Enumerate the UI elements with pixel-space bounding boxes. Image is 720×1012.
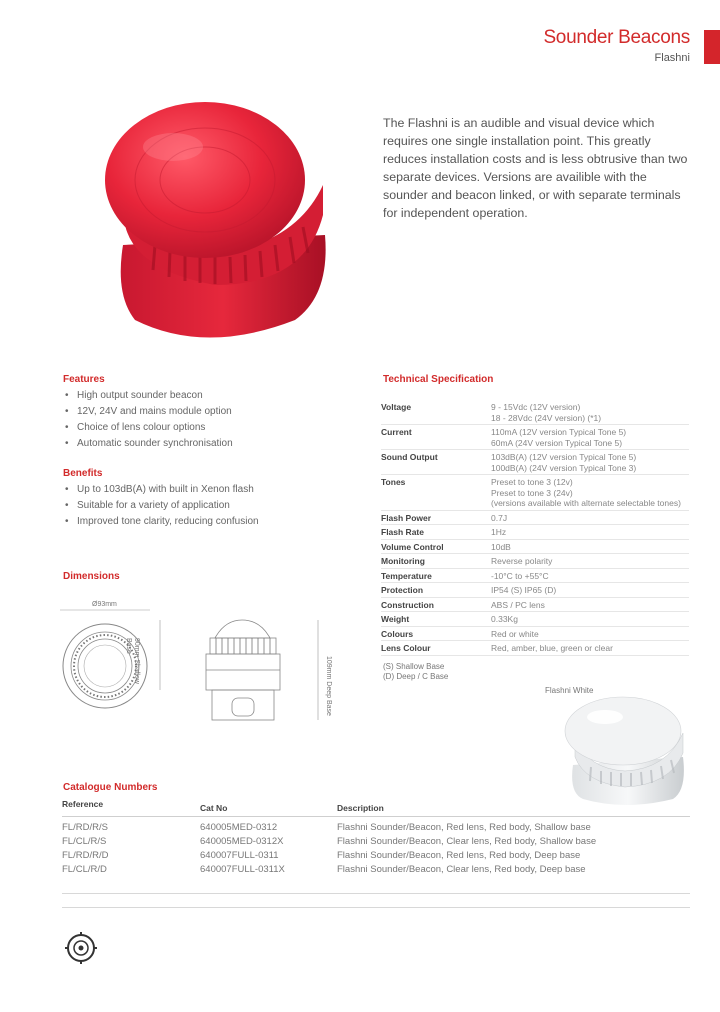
page-title: Sounder Beacons	[543, 27, 690, 48]
divider	[62, 907, 690, 908]
table-cell: 640005MED-0312X	[200, 836, 284, 847]
table-cell: Flashni Sounder/Beacon, Red lens, Red body, Shallow base	[337, 822, 591, 833]
spec-label: Temperature	[381, 570, 432, 581]
spec-heading: Technical Specification	[383, 374, 494, 385]
benefits-heading: Benefits	[63, 468, 103, 479]
page-subtitle: Flashni	[654, 52, 690, 64]
spec-label: Current	[381, 427, 412, 437]
white-product-label: Flashni White	[545, 686, 594, 695]
spec-label: Colours	[381, 628, 414, 639]
spec-row	[381, 612, 689, 627]
spec-row	[381, 400, 689, 425]
spec-row	[381, 511, 689, 526]
spec-value: Reverse polarity	[491, 556, 553, 566]
features-heading: Features	[63, 374, 105, 385]
spec-label: Flash Rate	[381, 527, 424, 537]
spec-value: 9 - 15Vdc (12V version) 18 - 28Vdc (24V version) (*1)	[491, 402, 602, 423]
spec-label: Weight	[381, 614, 410, 624]
table-cell: 640005MED-0312	[200, 822, 278, 833]
features-list	[63, 388, 363, 452]
spec-value: IP54 (S) IP65 (D)	[491, 585, 557, 595]
table-cell: FL/CL/R/S	[62, 836, 107, 847]
spec-label: Volume Control	[381, 541, 444, 552]
spec-value: -10°C to +55°C	[491, 570, 549, 581]
spec-value: 103dB(A) (12V version Typical Tone 5) 100dB(A) (24V version Typical Tone 3)	[491, 452, 637, 473]
spec-label: Voltage	[381, 402, 412, 412]
legend-shallow: (S) Shallow Base	[383, 662, 445, 671]
intro-paragraph: The Flashni is an audible and visual device which requires one single installation point. This greatly reduces installation costs and is less obtrusive than two separate devices. Versions are availible with the sounder and beacon linked, or with separate terminals for independent operation.	[383, 116, 688, 220]
spec-row	[381, 525, 689, 540]
spec-row	[381, 554, 689, 569]
list-item: • 12V, 24V and mains module option	[63, 404, 363, 420]
spec-label: Monitoring	[381, 556, 425, 566]
spec-row	[381, 569, 689, 584]
spec-table	[381, 400, 689, 656]
list-item: • Suitable for a variety of application	[63, 498, 363, 514]
spec-label: Protection	[381, 585, 424, 595]
catalogue-header-row	[62, 799, 690, 817]
spec-value: ABS / PC lens	[491, 599, 545, 610]
table-cell: Flashni Sounder/Beacon, Red lens, Red body, Deep base	[337, 850, 581, 861]
spec-value: Red, amber, blue, green or clear	[491, 643, 613, 653]
table-cell: FL/CL/R/D	[62, 864, 107, 875]
list-item: • Choice of lens colour options	[63, 420, 363, 436]
spec-label: Flash Power	[381, 512, 432, 523]
spec-row	[381, 641, 689, 656]
spec-row	[381, 540, 689, 555]
spec-value: 0.7J	[491, 512, 508, 523]
spec-row	[381, 583, 689, 598]
spec-label: Construction	[381, 599, 434, 610]
list-item: • Automatic sounder synchronisation	[63, 436, 363, 452]
table-cell: Flashni Sounder/Beacon, Clear lens, Red body, Deep base	[337, 864, 586, 875]
red-product-image	[95, 95, 345, 355]
catalogue-table	[62, 799, 690, 877]
spec-row	[381, 475, 689, 511]
spec-row	[381, 425, 689, 450]
company-logo-icon	[65, 932, 97, 964]
list-item: • Up to 103dB(A) with built in Xenon flash	[63, 482, 363, 498]
spec-value: Preset to tone 3 (12v) Preset to tone 3 (24v) (versions available with alternate selectable tones)	[491, 477, 681, 508]
spec-label: Tones	[381, 477, 406, 487]
column-header-cat-no: Cat No	[200, 803, 228, 813]
spec-label: Lens Colour	[381, 643, 431, 653]
table-cell: 640007FULL-0311	[200, 850, 279, 861]
dimension-drawings	[60, 598, 380, 728]
divider	[62, 893, 690, 894]
column-header-description: Description	[337, 803, 384, 813]
table-cell: FL/RD/R/D	[62, 850, 109, 861]
spec-value: 0.33Kg	[491, 614, 518, 624]
table-row	[62, 835, 690, 849]
catalogue-heading: Catalogue Numbers	[63, 782, 158, 793]
spec-value: 10dB	[491, 541, 511, 552]
spec-row	[381, 598, 689, 613]
dimensions-heading: Dimensions	[63, 571, 120, 582]
shallow-dimension-label: 90mm Shallow Base	[125, 638, 140, 684]
deep-dimension-label: 109mm Deep Base	[325, 656, 332, 716]
table-cell: FL/RD/R/S	[62, 822, 108, 833]
table-row	[62, 821, 690, 835]
benefits-list	[63, 482, 363, 530]
white-product-image	[555, 695, 695, 807]
table-row	[62, 863, 690, 877]
diameter-label: Ø93mm	[92, 601, 117, 608]
spec-row	[381, 627, 689, 642]
list-item: • Improved tone clarity, reducing confusion	[63, 514, 363, 530]
table-cell: Flashni Sounder/Beacon, Clear lens, Red body, Shallow base	[337, 836, 597, 847]
table-cell: 640007FULL-0311X	[200, 864, 285, 875]
table-row	[62, 849, 690, 863]
spec-value: Red or white	[491, 628, 539, 639]
spec-value: 110mA (12V version Typical Tone 5) 60mA (24V version Typical Tone 5)	[491, 427, 627, 448]
corner-tab	[704, 30, 720, 64]
spec-label: Sound Output	[381, 452, 438, 462]
spec-value: 1Hz	[491, 527, 507, 537]
list-item: • High output sounder beacon	[63, 388, 363, 404]
legend-deep: (D) Deep / C Base	[383, 672, 449, 681]
spec-row	[381, 450, 689, 475]
column-header-reference: Reference	[62, 799, 104, 809]
